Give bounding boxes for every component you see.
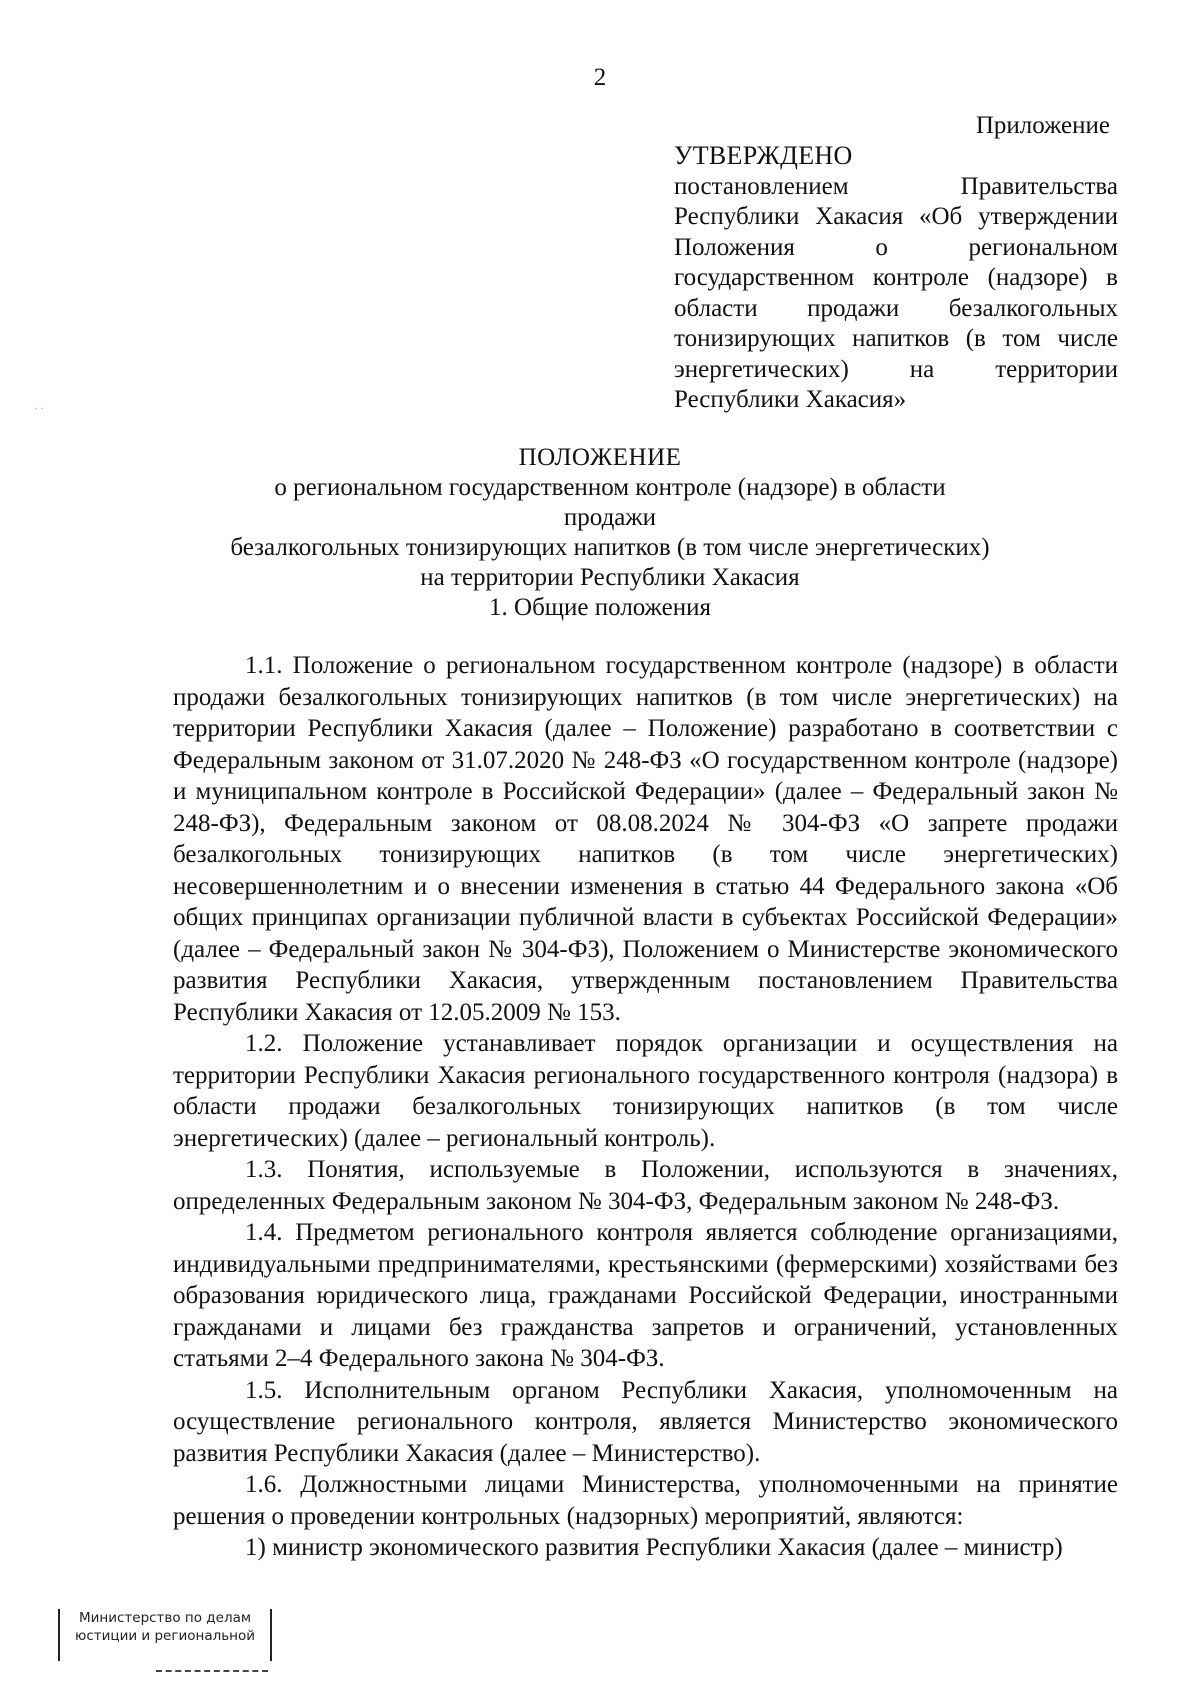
document-title: ПОЛОЖЕНИЕ bbox=[518, 444, 682, 471]
appendix-label: Приложение bbox=[975, 112, 1110, 139]
scan-artifact: · · bbox=[34, 404, 44, 415]
subtitle-line: безалкогольных тонизирующих напитков (в том числе энергетических) bbox=[230, 534, 990, 561]
paragraph-list-item-1: 1) министр экономического развития Республики Хакасия (далее – министр) bbox=[245, 1534, 1063, 1561]
stamp-divider bbox=[156, 1670, 268, 1672]
ministry-stamp bbox=[58, 1609, 272, 1661]
paragraph-1-3: 1.3. Понятия, используемые в Положении, используются в значениях, определенных Федеральным законом № 304-ФЗ, Федеральным законом № 248-ФЗ. bbox=[173, 1156, 1118, 1215]
paragraph-1-5: 1.5. Исполнительным органом Республики Хакасия, уполномоченным на осуществление регионального контроля, является Министерство экономического развития Республики Хакасия (далее – Министерство). bbox=[173, 1376, 1118, 1467]
paragraph-1-1: 1.1. Положение о региональном государственном контроле (надзоре) в области продажи безалкогольных тонизирующих напитков (в том числе энергетических) на территории Республики Хакасия (далее – Положение) разработано в соответствии с Федеральным законом от 31.07.2020 № 248-ФЗ «О государственном контроле (надзоре) и муниципальном контроле в Российской Федерации» (далее – Федеральный закон № 248-ФЗ), Федеральным законом от 08.08.2024 № 304-ФЗ «О запрете продажи безалкогольных тонизирующих напитков (в том числе энергетических) несовершеннолетним и о внесении изменения в статью 44 Федерального закона «Об общих принципах организации публичной власти в субъектах Российской Федерации» (далее – Федеральный закон № 304-ФЗ), Положением о Министерстве экономического развития Республики Хакасия, утвержденным постановлением Правительства Республики Хакасия от 12.05.2009 № 153. bbox=[173, 652, 1118, 1026]
approved-label: УТВЕРЖДЕНО bbox=[674, 141, 853, 170]
stamp-line-1: Министерство по делам bbox=[78, 1610, 252, 1626]
subtitle-line: на территории Республики Хакасия bbox=[420, 564, 800, 591]
page-number: 2 bbox=[593, 64, 607, 91]
approval-block bbox=[674, 141, 1118, 416]
subtitle-line: о региональном государственном контроле (надзоре) в области продажи bbox=[274, 474, 946, 531]
stamp-line-2: юстиции и региональной bbox=[74, 1628, 256, 1644]
paragraph-1-4: 1.4. Предметом регионального контроля является соблюдение организациями, индивидуальными предпринимателями, крестьянскими (фермерскими) хозяйствами без образования юридического лица, гражданами Российской Федерации, иностранными гражданами и лицами без гражданства запретов и ограничений, установленных статьями 2–4 Федерального закона № 304-ФЗ. bbox=[173, 1219, 1118, 1372]
section-heading: 1. Общие положения bbox=[489, 594, 711, 621]
body-text bbox=[173, 650, 1118, 1564]
paragraph-1-2: 1.2. Положение устанавливает порядок организации и осуществления на территории Республики Хакасия регионального государственного контроля (надзора) в области продажи безалкогольных тонизирующих напитков (в том числе энергетических) (далее – региональный контроль). bbox=[173, 1030, 1118, 1152]
paragraph-1-6: 1.6. Должностными лицами Министерства, уполномоченными на принятие решения о проведении контрольных (надзорных) мероприятий, являются: bbox=[173, 1471, 1118, 1530]
approval-text: постановлением Правительства Республики Хакасия «Об утверждении Положения о региональном государственном контроле (надзоре) в области продажи безалкогольных тонизирующих напитков (в том числе энергетических) на территории Республики Хакасия» bbox=[674, 172, 1118, 413]
document-subtitle bbox=[230, 473, 990, 593]
